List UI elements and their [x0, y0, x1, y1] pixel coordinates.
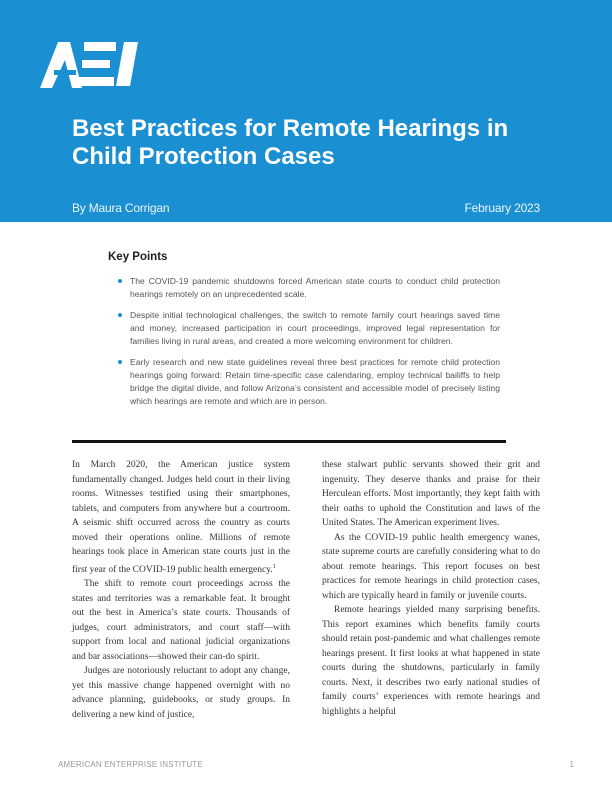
- report-title: Best Practices for Remote Hearings in Child Protection Cases: [72, 115, 509, 170]
- footer-publisher: AMERICAN ENTERPRISE INSTITUTE: [58, 760, 203, 769]
- author-byline: By Maura Corrigan: [72, 201, 170, 215]
- body-column-left: [72, 458, 290, 722]
- body-paragraph: these stalwart public servants showed their grit and ingenuity. They deserve thanks and praise for their Herculean efforts. Most importantly, they kept faith with their oaths to uphold the Constitution and laws of the United States. The American experiment lives.: [322, 460, 540, 528]
- footnote-link[interactable]: 1: [272, 563, 276, 570]
- header-banner: [0, 0, 612, 222]
- body-paragraph: As the COVID-19 public health emergency wanes, state supreme courts are carefully considering what to do about remote hearings. This report focuses on best practices for remote hearings in child protection cases, which are typically heard in family or juvenile courts.: [322, 532, 540, 601]
- aei-logo: [38, 36, 148, 92]
- bullet-icon: [118, 313, 122, 317]
- key-point-item: [118, 309, 500, 348]
- section-divider: [72, 440, 506, 443]
- body-paragraph-text: In March 2020, the American justice system fundamentally changed. Judges held court in their living rooms. Witnesses testified using their smartphones, tablets, and computers from anywhere but a courtroom. A seismic shift occurred across the country as courts moved their operations online. Millions of remote hearings took place in American state courts just in the first year of the COVID-19 public health emergency.: [72, 460, 290, 575]
- body-paragraph: [72, 458, 290, 577]
- page-number: 1: [569, 760, 574, 769]
- key-points-list: [118, 275, 500, 416]
- bullet-icon: [118, 279, 122, 283]
- key-point-text: Early research and new state guidelines reveal three best practices for remote child protection hearings going forward: Retain time-specific case calendaring, employ technical bailiffs to help bridge the digital divide, and follow Arizona’s consistent and accessible model of precisely listing which hearings are remote and which are in person.: [130, 357, 500, 406]
- publication-date: February 2023: [464, 201, 540, 215]
- bullet-icon: [118, 360, 122, 364]
- key-point-text: The COVID-19 pandemic shutdowns forced American state courts to conduct child protection hearings remotely on an unprecedented scale.: [130, 276, 500, 299]
- key-point-item: [118, 356, 500, 408]
- key-point-item: [118, 275, 500, 301]
- body-paragraph: Remote hearings yielded many surprising benefits. This report examines which benefits family courts should retain post-pandemic and what challenges remote hearings present. It first looks at what happened in state courts during the shutdowns, particularly in family courts. Next, it describes two early national studies of family courts’ experiences with remote hearings and highlights a helpful: [322, 605, 540, 717]
- body-paragraph: Judges are notoriously reluctant to adopt any change, yet this massive change happened overnight with no advance planning, guidebooks, or study groups. In delivering a new kind of justice,: [72, 666, 290, 720]
- key-point-text: Despite initial technological challenges, the switch to remote family court hearings saved time and money, increased participation in court proceedings, improved legal representation for families living in rural areas, and created a more welcoming environment for children.: [130, 310, 500, 346]
- body-column-right: [322, 458, 540, 719]
- key-points-heading: Key Points: [108, 251, 168, 263]
- body-paragraph: The shift to remote court proceedings across the states and territories was a remarkable feat. It brought out the best in America’s state courts. Thousands of judges, court administrators, and court staff—with support from local and national judicial organizations and bar associations—showed their can-do spirit.: [72, 579, 290, 662]
